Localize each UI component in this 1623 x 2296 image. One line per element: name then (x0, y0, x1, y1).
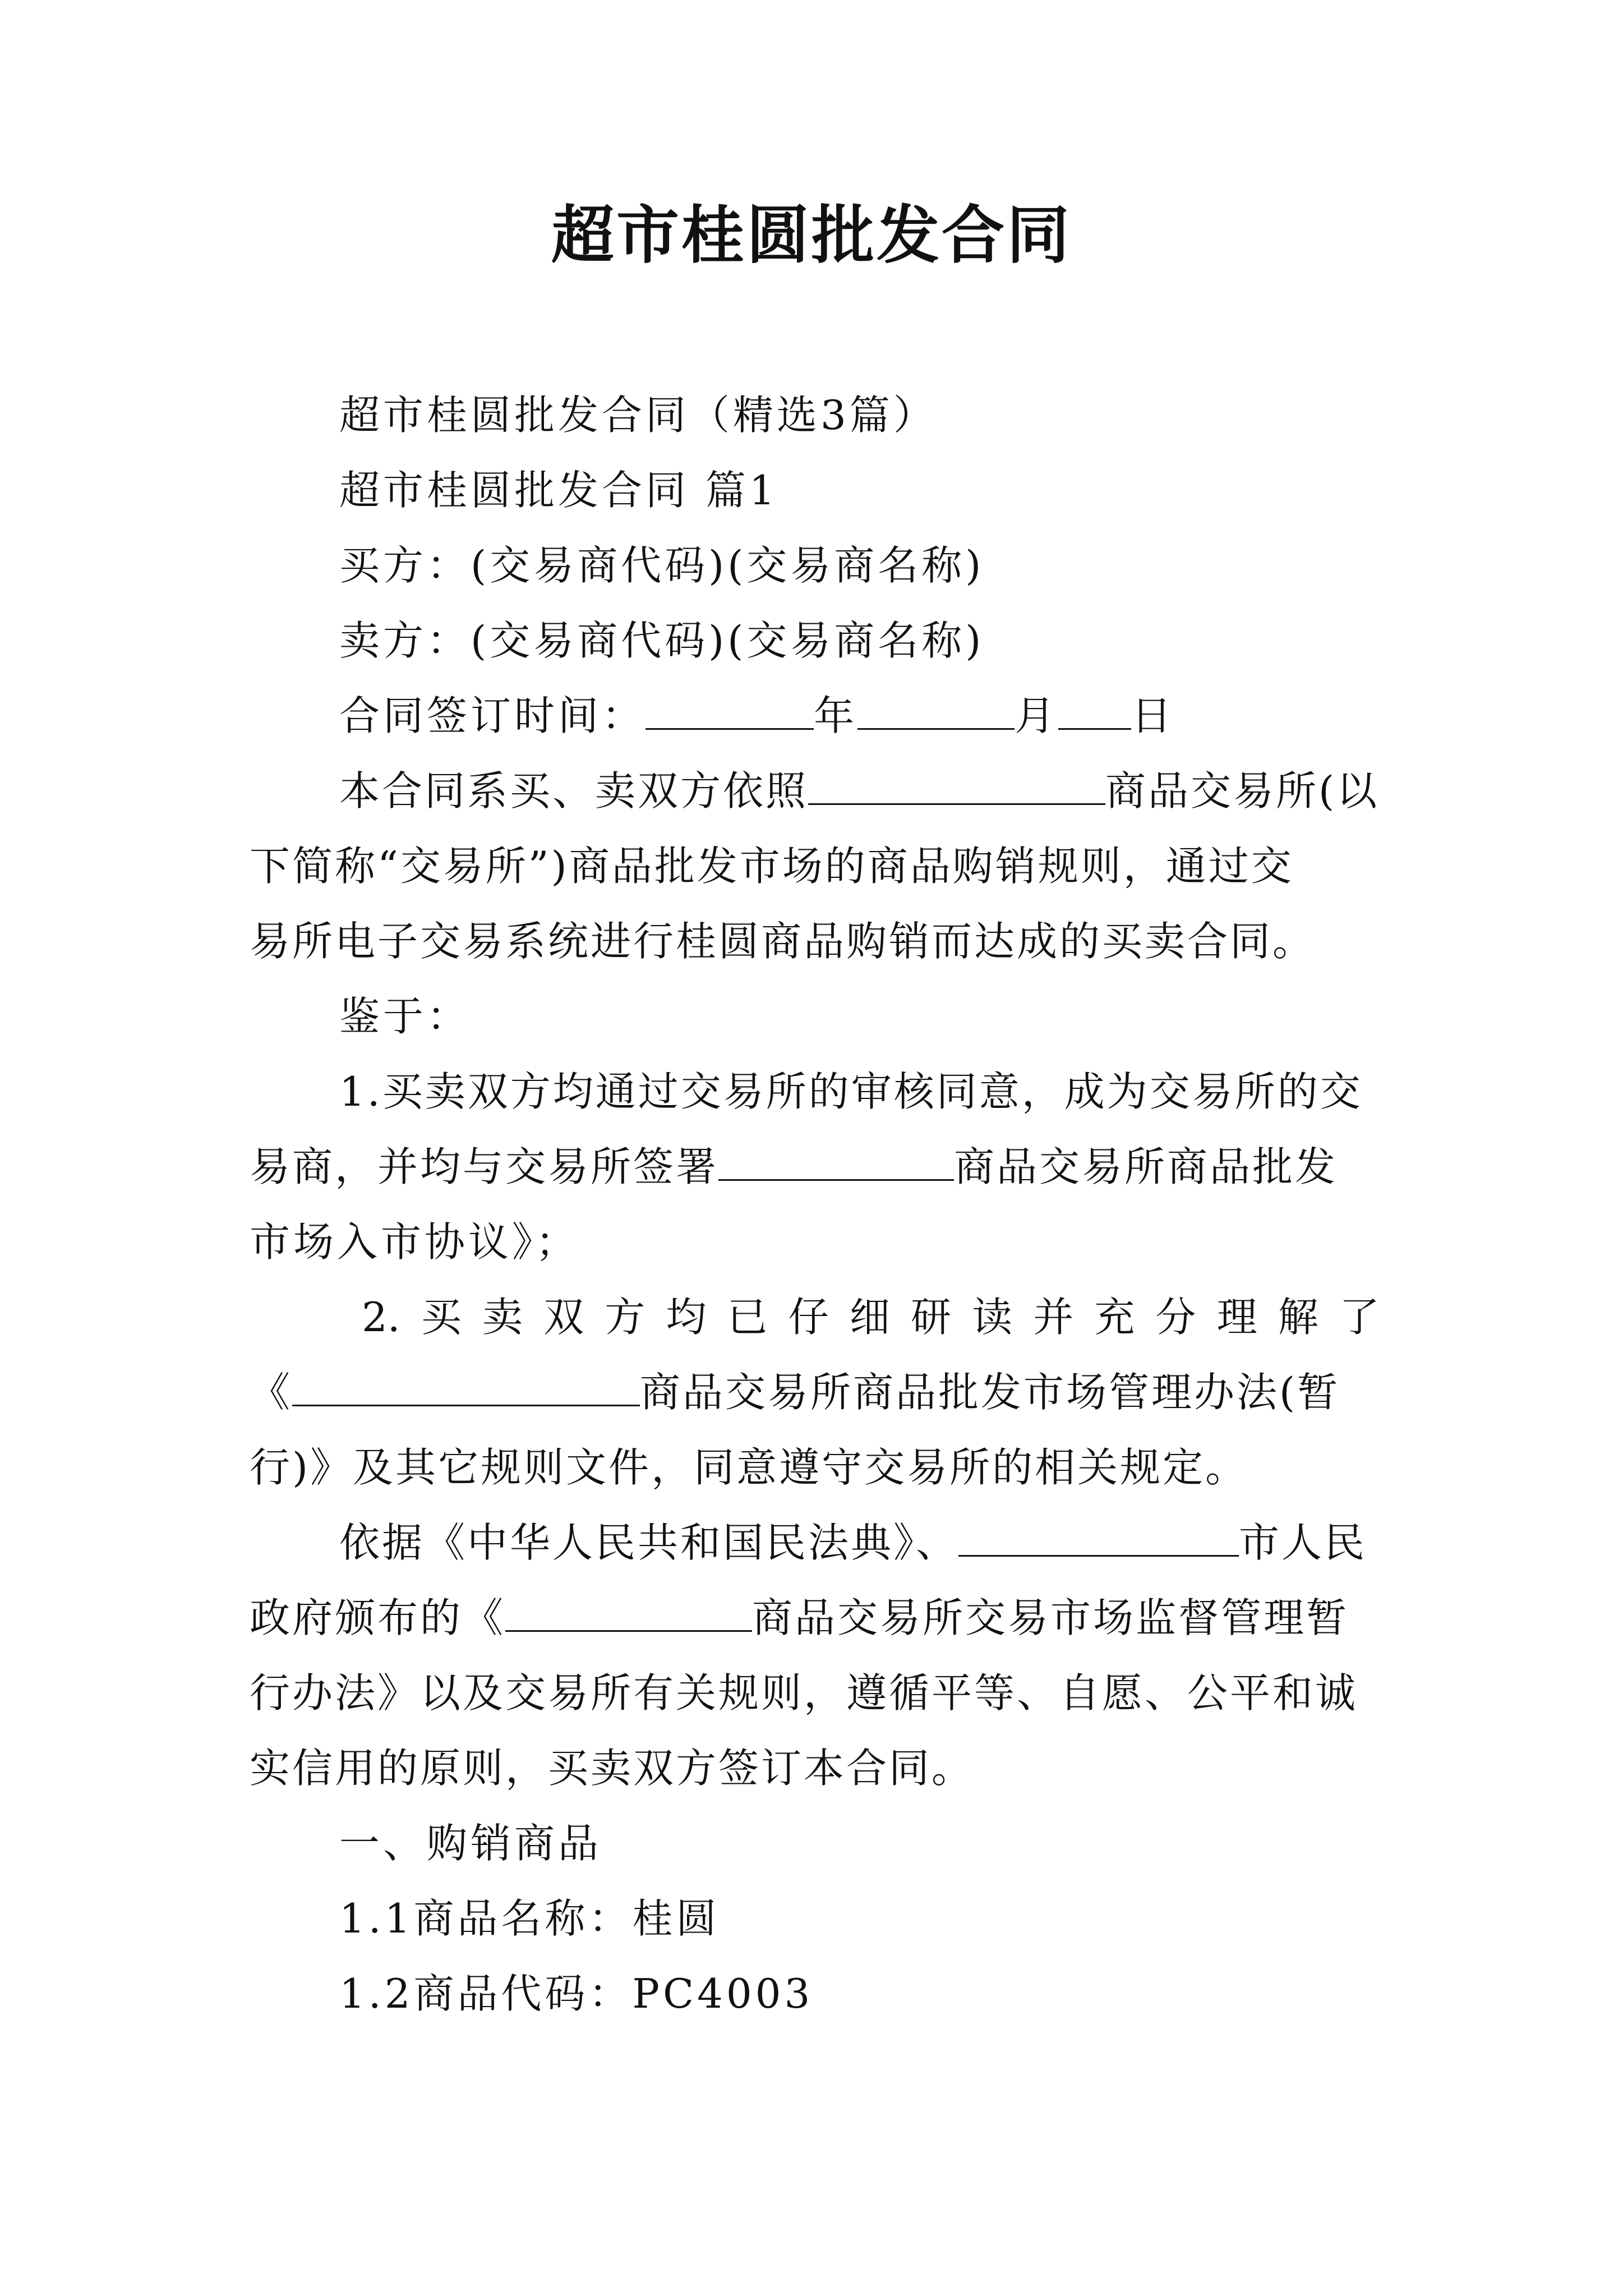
paragraph-text: 商品交易所(以 (1105, 767, 1380, 815)
year-label: 年 (814, 692, 858, 739)
paragraph-text: 市人民 (1239, 1519, 1367, 1566)
exchange-name-blank (808, 764, 1105, 805)
paragraph-text: 《 (250, 1369, 293, 1416)
signing-date-line (250, 688, 1380, 744)
paragraph-line (250, 1364, 1380, 1420)
paragraph-line: 1.1商品名称：桂圆 (339, 1895, 720, 1942)
paragraph-line: 超市桂圆批发合同 篇1 (339, 467, 778, 514)
paragraph-text: 商品交易所交易市场监督管理暂 (752, 1594, 1349, 1641)
buyer-line: 买方：(交易商代码)(交易商名称) (339, 542, 985, 589)
seller-line: 卖方：(交易商代码)(交易商名称) (339, 617, 985, 664)
paragraph-text: 政府颁布的《 (250, 1594, 506, 1641)
paragraph-line: 超市桂圆批发合同（精选3篇） (339, 392, 937, 439)
paragraph-line: 1.买卖双方均通过交易所的审核同意，成为交易所的交 (339, 1068, 1363, 1115)
signing-date-label: 合同签订时间： (339, 692, 646, 739)
paragraph-line: 市场入市协议》； (250, 1218, 580, 1266)
paragraph-text: 本合同系买、卖双方依照 (339, 767, 809, 815)
paragraph-text: 商品交易所商品批发 (954, 1143, 1338, 1190)
paragraph-line (250, 1515, 1380, 1571)
month-label: 月 (1015, 692, 1059, 739)
paragraph-line (250, 1590, 1380, 1646)
paragraph-line: 实信用的原则，买卖双方签订本合同。 (250, 1745, 975, 1792)
exchange-name-blank (292, 1365, 640, 1406)
exchange-name-blank (505, 1591, 752, 1632)
paragraph-text: 依据《中华人民共和国民法典》、 (339, 1519, 959, 1566)
paragraph-line (250, 1139, 1380, 1195)
paragraph-text: 商品交易所商品批发市场管理办法(暂 (640, 1369, 1340, 1416)
section-heading: 一、购销商品 (339, 1820, 602, 1867)
paragraph-line: 1.2商品代码：PC4003 (339, 1970, 814, 2017)
paragraph-line: 易所电子交易系统进行桂圆商品购销而达成的买卖合同。 (250, 918, 1316, 965)
paragraph-line: 行办法》以及交易所有关规则，遵循平等、自愿、公平和诚 (250, 1669, 1358, 1717)
year-blank (645, 689, 814, 730)
day-blank (1058, 689, 1131, 730)
document-title: 超市桂圆批发合同 (551, 199, 1072, 272)
paragraph-line (250, 763, 1380, 819)
city-name-blank (958, 1516, 1239, 1557)
paragraph-text: 易商，并均与交易所签署 (250, 1143, 719, 1190)
day-label: 日 (1131, 692, 1175, 739)
paragraph-line: 2.买卖双方均已仔细研读并充分理解了 (362, 1294, 1380, 1341)
paragraph-line: 下简称“交易所”)商品批发市场的商品购销规则，通过交 (250, 843, 1294, 890)
month-blank (857, 689, 1015, 730)
exchange-name-blank (718, 1140, 954, 1181)
paragraph-line: 鉴于： (339, 993, 471, 1040)
paragraph-line: 行)》及其它规则文件，同意遵守交易所的相关规定。 (250, 1444, 1248, 1491)
